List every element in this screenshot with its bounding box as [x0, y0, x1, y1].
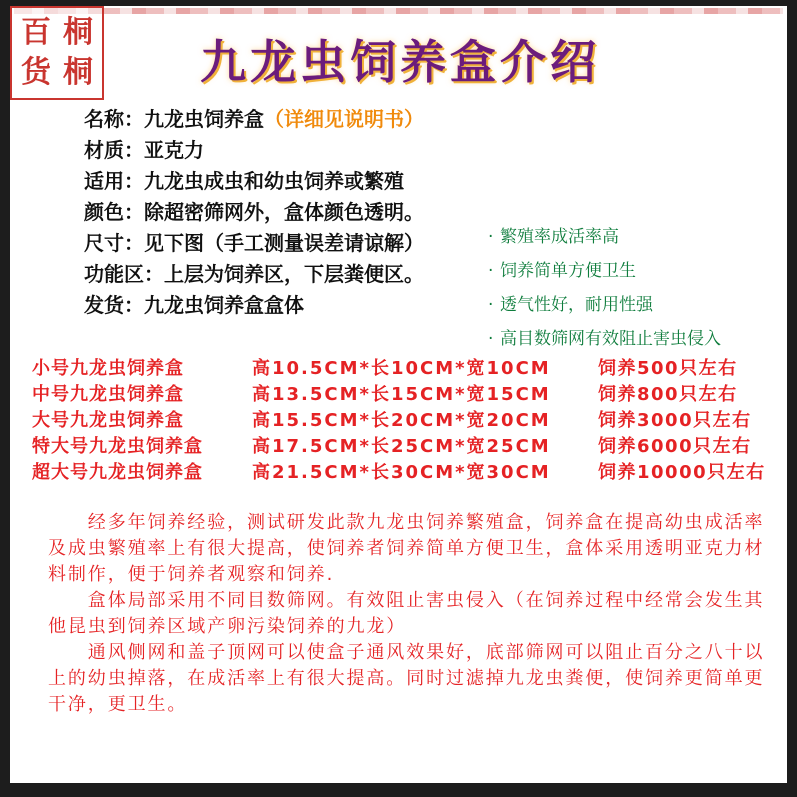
description-paragraph: 盒体局部采用不同目数筛网。有效阻止害虫侵入（在饲养过程中经常会发生其他昆虫到饲养区域产卵污染饲养的九龙） — [48, 590, 765, 637]
size-capacity: 饲养10000只左右 — [598, 462, 766, 483]
spec-label: 发货： — [84, 293, 144, 317]
bullet-dot-icon: · — [488, 329, 494, 349]
stamp-char: 桐 — [63, 15, 93, 50]
size-capacity: 饲养3000只左右 — [598, 410, 752, 431]
size-name: 特大号九龙虫饲养盒 — [32, 436, 203, 457]
size-dims: 高10.5CM*长10CM*宽10CM — [252, 358, 551, 379]
spec-note: （详细见说明书） — [264, 107, 424, 131]
bullet-dot-icon: · — [488, 295, 494, 315]
size-capacity: 饲养800只左右 — [598, 384, 738, 405]
stamp-char: 桐 — [63, 55, 93, 90]
spec-label: 名称： — [84, 107, 144, 131]
size-row-large — [32, 408, 792, 434]
spec-value: 见下图（手工测量误差请谅解） — [144, 231, 424, 255]
feature-text: 透气性好，耐用性强 — [500, 295, 653, 315]
size-capacity: 饲养500只左右 — [598, 358, 738, 379]
spec-value: 上层为饲养区，下层粪便区。 — [164, 262, 424, 286]
size-name: 超大号九龙虫饲养盒 — [32, 462, 203, 483]
spec-row-size — [84, 228, 424, 259]
size-row-small — [32, 356, 792, 382]
spec-label: 功能区： — [84, 262, 164, 286]
size-row-xxlarge — [32, 460, 792, 486]
spec-value: 除超密筛网外，盒体颜色透明。 — [144, 200, 424, 224]
size-row-xlarge — [32, 434, 792, 460]
description-paragraph: 通风侧网和盖子顶网可以使盒子通风效果好，底部筛网可以阻止百分之八十以上的幼虫掉落，在成活率上有很大提高。同时过滤掉九龙虫粪便，使饲养更简单更干净，更卫生。 — [48, 642, 765, 715]
spec-row-usage — [84, 166, 424, 197]
bullet-dot-icon: · — [488, 261, 494, 281]
spec-value: 九龙虫饲养盒 — [144, 107, 264, 131]
feature-item — [488, 288, 721, 322]
description-paragraph: 经多年饲养经验，测试研发此款九龙虫饲养繁殖盒，饲养盒在提高幼虫成活率及成虫繁殖率上有很大提高，使饲养者饲养简单方便卫生，盒体采用透明亚克力材料制作，便于饲养者观察和饲养. — [48, 512, 765, 585]
spec-label: 尺寸： — [84, 231, 144, 255]
spec-row-color — [84, 197, 424, 228]
watermark-stamp — [10, 6, 104, 100]
size-row-medium — [32, 382, 792, 408]
feature-text: 高目数筛网有效阻止害虫侵入 — [500, 329, 721, 349]
spec-list — [84, 104, 424, 321]
feature-text: 繁殖率成活率高 — [500, 227, 619, 247]
stamp-char: 百 — [21, 15, 51, 50]
feature-text: 饲养简单方便卫生 — [500, 261, 636, 281]
size-dims: 高17.5CM*长25CM*宽25CM — [252, 436, 551, 457]
spec-label: 颜色： — [84, 200, 144, 224]
spec-value: 九龙虫饲养盒盒体 — [144, 293, 304, 317]
stamp-char: 货 — [21, 55, 51, 90]
feature-item — [488, 322, 721, 356]
size-dims: 高21.5CM*长30CM*宽30CM — [252, 462, 551, 483]
bullet-dot-icon: · — [488, 227, 494, 247]
spec-row-name — [84, 104, 424, 135]
size-dims: 高13.5CM*长15CM*宽15CM — [252, 384, 551, 405]
spec-row-shipping — [84, 290, 424, 321]
size-name: 中号九龙虫饲养盒 — [32, 384, 184, 405]
spec-row-function — [84, 259, 424, 290]
feature-list — [488, 220, 721, 356]
spec-value: 亚克力 — [144, 138, 204, 162]
size-dims: 高15.5CM*长20CM*宽20CM — [252, 410, 551, 431]
size-table — [32, 356, 792, 486]
spec-value: 九龙虫成虫和幼虫饲养或繁殖 — [144, 169, 404, 193]
feature-item — [488, 220, 721, 254]
spec-row-material — [84, 135, 424, 166]
spec-label: 材质： — [84, 138, 144, 162]
feature-item — [488, 254, 721, 288]
page-title: 九龙虫饲养盒介绍 — [200, 35, 600, 89]
size-name: 小号九龙虫饲养盒 — [32, 358, 184, 379]
size-name: 大号九龙虫饲养盒 — [32, 410, 184, 431]
size-capacity: 饲养6000只左右 — [598, 436, 752, 457]
description-block — [48, 510, 778, 718]
spec-label: 适用： — [84, 169, 144, 193]
